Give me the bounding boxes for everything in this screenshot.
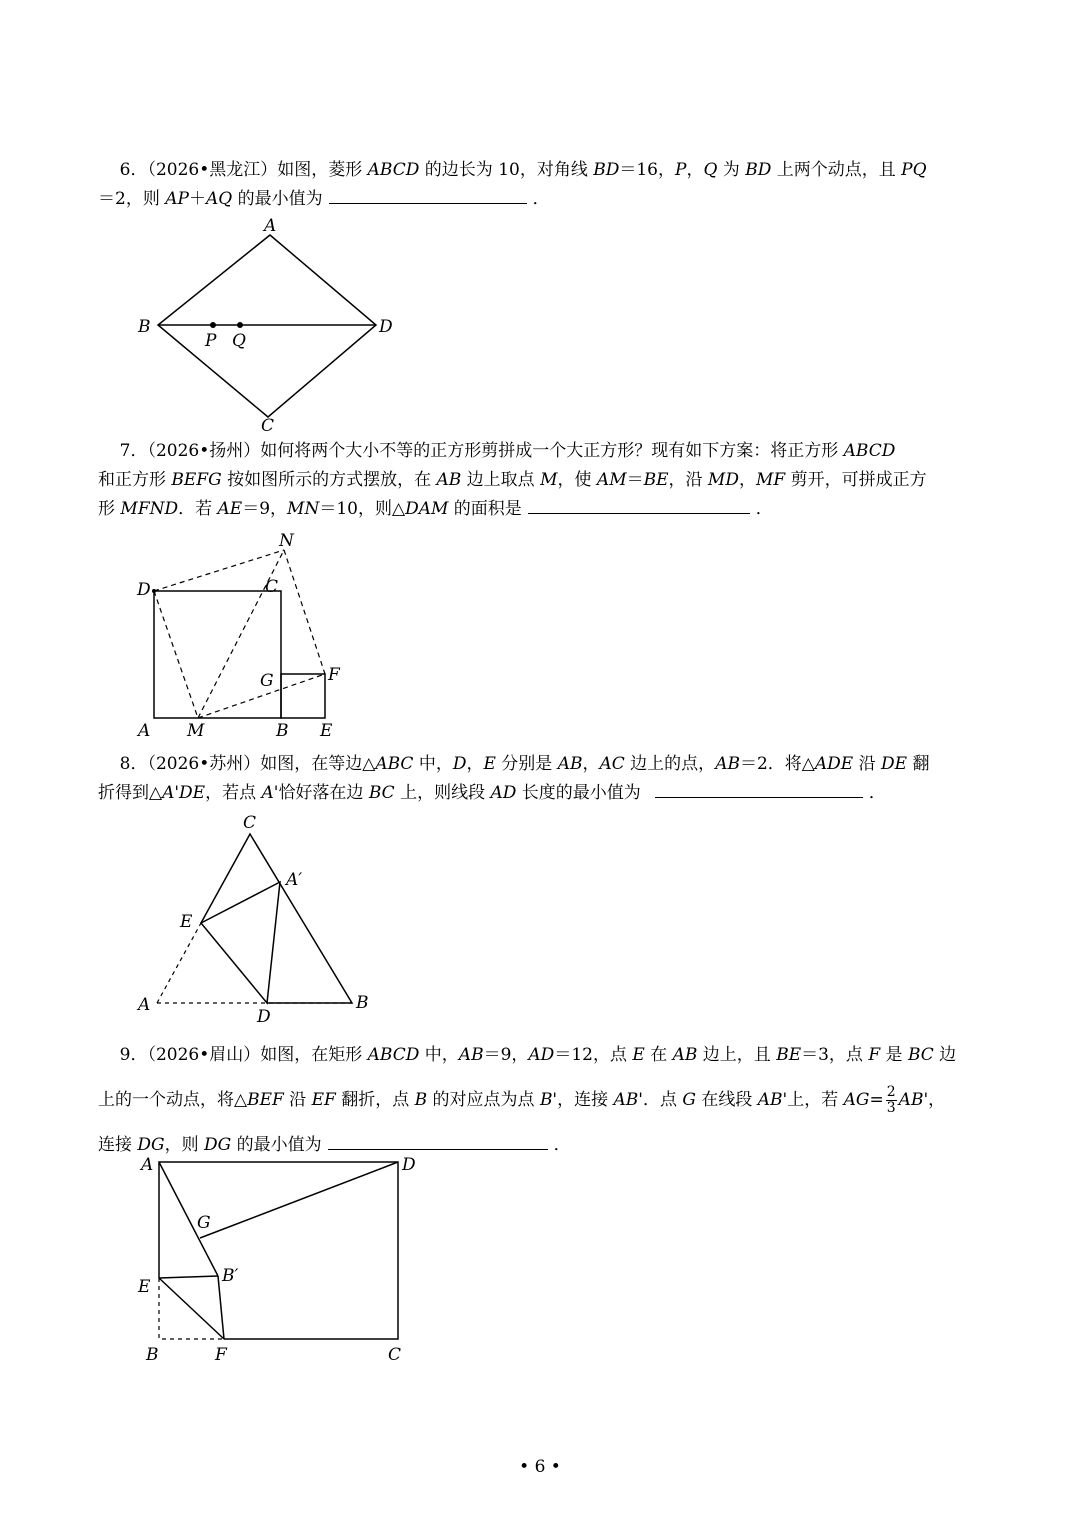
q8-line2: 折得到△A'DE，若点 A'恰好落在边 BC 上，则线段 AD 长度的最小值为 ．	[98, 783, 886, 803]
q9-rectangle-figure	[130, 1150, 430, 1375]
q8-triangle-figure	[130, 810, 380, 1030]
label-c: C	[265, 577, 279, 597]
label-b: B	[276, 721, 289, 741]
rhombus-abcd	[158, 235, 376, 417]
q9-answer-blank[interactable]	[328, 1131, 548, 1150]
q6-line2: ＝2，则 AP＋AQ 的最小值为 ．	[98, 189, 550, 209]
label-b: B	[138, 317, 151, 337]
fraction-two-thirds: $\frac{2}{3}$	[886, 1084, 896, 1116]
q9-line3: 连接 DG，则 DG 的最小值为 ．	[98, 1135, 571, 1155]
cut-nf	[284, 550, 325, 674]
label-c: C	[243, 813, 257, 833]
q8-line1: 8．（2026•苏州）如图，在等边△ABC 中，D，E 分别是 AB，AC 边上的点，AB＝2．将△ADE 沿 DE 翻	[119, 754, 930, 774]
label-e: E	[180, 912, 193, 932]
label-d: D	[402, 1155, 416, 1175]
segment-ef	[159, 1278, 224, 1339]
question-7	[98, 437, 998, 524]
label-g: G	[197, 1213, 211, 1233]
label-n: N	[279, 531, 294, 551]
point-p	[210, 322, 216, 328]
square-befg	[281, 674, 325, 718]
label-m: M	[187, 721, 205, 741]
segment-eb-prime	[159, 1276, 218, 1278]
q7-squares-figure	[130, 528, 360, 743]
label-a: A	[138, 995, 151, 1015]
label-b-prime: B′	[222, 1266, 239, 1286]
label-a-prime: A′	[286, 870, 303, 890]
square-abcd	[154, 591, 281, 718]
label-q: Q	[232, 331, 246, 351]
label-e: E	[138, 1277, 151, 1297]
label-d: D	[257, 1007, 271, 1027]
label-a: A	[138, 721, 151, 741]
label-a: A	[141, 1155, 154, 1175]
q7-line1: 7．（2026•扬州）如何将两个大小不等的正方形剪拼成一个大正方形？现有如下方案：将正方形 ABCD	[119, 441, 896, 461]
question-9	[98, 1033, 998, 1168]
label-f: F	[215, 1345, 227, 1365]
question-8	[98, 750, 998, 808]
q9-line1: 9．（2026•眉山）如图，在矩形 ABCD 中，AB＝9，AD＝12，点 E 在 AB 边上，且 BE＝3，点 F 是 BC 边	[119, 1045, 957, 1065]
q6-answer-blank[interactable]	[329, 185, 527, 204]
q7-line2: 和正方形 BEFG 按如图所示的方式摆放，在 AB 边上取点 M，使 AM＝BE，沿 MD，MF 剪开，可拼成正方	[98, 470, 927, 490]
label-b: B	[146, 1345, 159, 1365]
question-6	[98, 156, 998, 214]
label-b: B	[356, 993, 369, 1013]
label-d: D	[137, 580, 151, 600]
label-d: D	[379, 317, 393, 337]
q9-line2: 上的一个动点，将△BEF 沿 EF 翻折，点 B 的对应点为点 B'，连接 AB'．点 G 在线段 AB'上，若 AG= $\frac{2}{3}$ AB'，	[98, 1084, 946, 1116]
label-c: C	[261, 416, 275, 436]
label-c: C	[388, 1345, 402, 1365]
label-e: E	[320, 721, 333, 741]
page-number: • 6 •	[519, 1457, 561, 1477]
q8-answer-blank[interactable]	[655, 779, 863, 798]
side-ae	[157, 923, 201, 1003]
point-d	[152, 589, 156, 593]
q7-answer-blank[interactable]	[528, 495, 750, 514]
q6-rhombus-figure	[130, 210, 410, 440]
segment-dg	[200, 1162, 398, 1238]
label-p: P	[205, 331, 217, 351]
q6-line1: 6．（2026•黑龙江）如图，菱形 ABCD 的边长为 10，对角线 BD＝16，P，Q 为 BD 上两个动点，且 PQ	[119, 160, 927, 180]
cut-mn	[198, 550, 284, 718]
label-a: A	[264, 216, 277, 236]
q7-line3: 形 MFND．若 AE＝9，MN＝10，则△DAM 的面积是 ．	[98, 499, 773, 519]
point-q	[237, 322, 243, 328]
cut-dm	[154, 591, 198, 718]
label-g: G	[260, 671, 274, 691]
label-f: F	[328, 665, 340, 685]
